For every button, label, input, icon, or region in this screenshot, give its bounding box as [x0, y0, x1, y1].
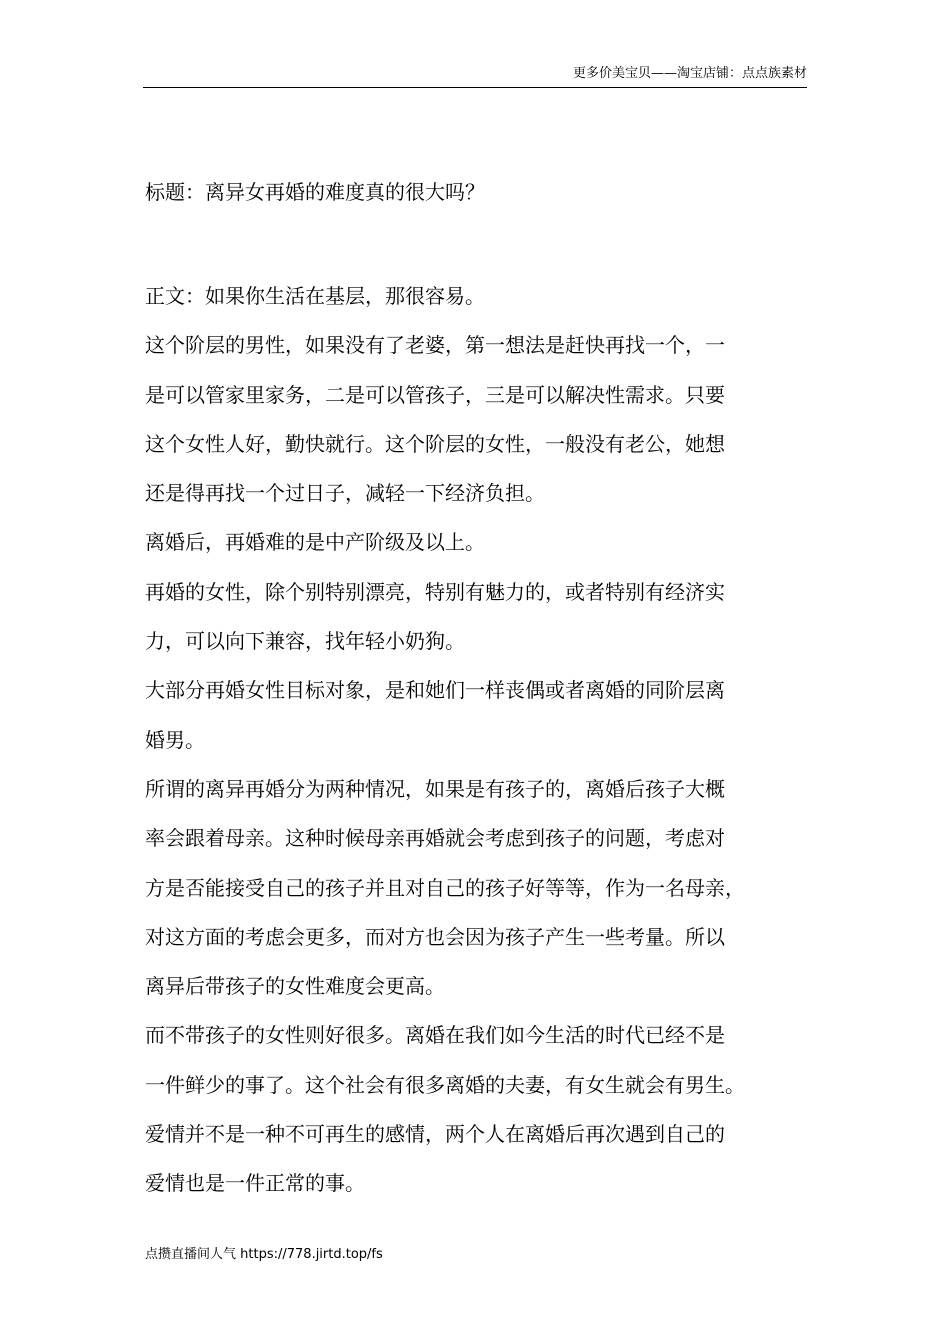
- body-line: 爱情并不是一种不可再生的感情，两个人在离婚后再次遇到自己的: [145, 1122, 725, 1147]
- body-line: 再婚的女性，除个别特别漂亮，特别有魅力的，或者特别有经济实: [145, 579, 725, 604]
- body-line: 爱情也是一件正常的事。: [145, 1171, 365, 1196]
- body-line: 对这方面的考虑会更多，而对方也会因为孩子产生一些考量。所以: [145, 924, 725, 949]
- body-line: 而不带孩子的女性则好很多。离婚在我们如今生活的时代已经不是: [145, 1023, 725, 1048]
- document-body: [145, 272, 825, 1209]
- body-line: 率会跟着母亲。这种时候母亲再婚就会考虑到孩子的问题，考虑对: [145, 826, 725, 851]
- body-line: 方是否能接受自己的孩子并且对自己的孩子好等等，作为一名母亲，: [145, 875, 745, 900]
- body-line: 所谓的离异再婚分为两种情况，如果是有孩子的，离婚后孩子大概: [145, 776, 725, 801]
- document-title: 标题：离异女再婚的难度真的很大吗？: [145, 180, 485, 204]
- body-line: 正文：如果你生活在基层，那很容易。: [145, 284, 485, 308]
- body-line: 婚男。: [145, 727, 205, 752]
- body-line: 还是得再找一个过日子，减轻一下经济负担。: [145, 481, 545, 506]
- body-line: 这个女性人好，勤快就行。这个阶层的女性，一般没有老公，她想: [145, 431, 725, 456]
- body-line: 离婚后，再婚难的是中产阶级及以上。: [145, 530, 485, 555]
- body-line: 离异后带孩子的女性难度会更高。: [145, 974, 445, 999]
- body-line: 这个阶层的男性，如果没有了老婆，第一想法是赶快再找一个，一: [145, 333, 725, 358]
- footer-label: 点攒直播间人气: [145, 1247, 237, 1262]
- footer-url-link[interactable]: https://778.jirtd.top/fs: [240, 1247, 383, 1262]
- body-line: 力，可以向下兼容，找年轻小奶狗。: [145, 629, 465, 654]
- body-line: 一件鲜少的事了。这个社会有很多离婚的夫妻，有女生就会有男生。: [145, 1072, 745, 1097]
- page-header: [143, 66, 807, 88]
- header-text: 更多价美宝贝——淘宝店铺：点点族素材: [572, 66, 807, 81]
- body-line: 是可以管家里家务，二是可以管孩子，三是可以解决性需求。只要: [145, 382, 725, 407]
- page-footer: [145, 1245, 383, 1265]
- body-line: 大部分再婚女性目标对象，是和她们一样丧偶或者离婚的同阶层离: [145, 678, 725, 703]
